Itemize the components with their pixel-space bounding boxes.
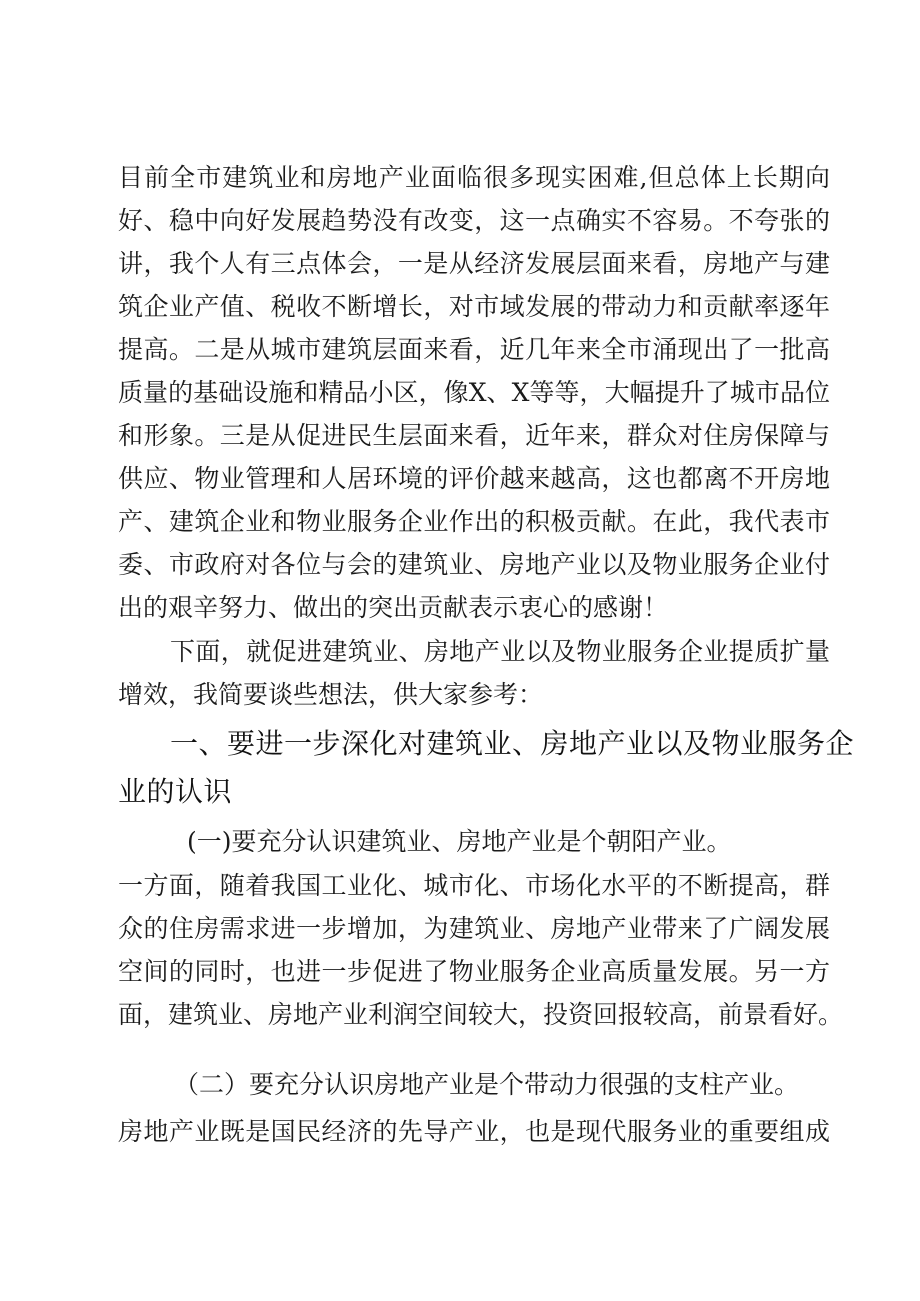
- paragraph-line: 产、建筑企业和物业服务企业作出的积极贡献。在此，我代表市: [118, 507, 830, 536]
- paragraph-line: 空间的同时，也进一步促进了物业服务企业高质量发展。另一方: [118, 957, 830, 986]
- paragraph-line: 增效，我简要谈些想法，供大家参考：: [118, 680, 544, 709]
- paragraph-line: 目前全市建筑业和房地产业面临很多现实困难,但总体上长期向: [118, 163, 830, 192]
- paragraph-line: 下面，就促进建筑业、房地产业以及物业服务企业提质扩量: [170, 637, 830, 666]
- paragraph-line: 提高。二是从城市建筑层面来看，近几年来全市涌现出了一批高: [118, 335, 830, 364]
- paragraph-line: 和形象。三是从促进民生层面来看，近年来，群众对住房保障与: [118, 421, 830, 450]
- section-heading: 一、要进一步深化对建筑业、房地产业以及物业服务企: [170, 727, 855, 760]
- paragraph-line: 房地产业既是国民经济的先导产业，也是现代服务业的重要组成: [118, 1117, 830, 1146]
- paragraph-line: 一方面，随着我国工业化、城市化、市场化水平的不断提高，群: [118, 871, 830, 900]
- paragraph-line: 面，建筑业、房地产业利润空间较大，投资回报较高，前景看好。: [118, 1000, 844, 1029]
- subsection-heading: （二）要充分认识房地产业是个带动力很强的支柱产业。: [174, 1070, 800, 1099]
- paragraph-line: 出的艰辛努力、做出的突出贡献表示衷心的感谢！: [118, 593, 669, 622]
- subsection-heading: (一)要充分认识建筑业、房地产业是个朝阳产业。: [187, 827, 732, 856]
- paragraph-line: 质量的基础设施和精品小区，像X、X等等，大幅提升了城市品位: [118, 378, 830, 407]
- paragraph-line: 好、稳中向好发展趋势没有改变，这一点确实不容易。不夸张的: [118, 206, 830, 235]
- paragraph-line: 筑企业产值、税收不断增长，对市域发展的带动力和贡献率逐年: [118, 292, 830, 321]
- paragraph-line: 众的住房需求进一步增加，为建筑业、房地产业带来了广阔发展: [118, 914, 830, 943]
- section-heading: 业的认识: [118, 775, 233, 808]
- paragraph-line: 委、市政府对各位与会的建筑业、房地产业以及物业服务企业付: [118, 550, 830, 579]
- paragraph-line: 讲，我个人有三点体会，一是从经济发展层面来看，房地产与建: [118, 249, 830, 278]
- paragraph-line: 供应、物业管理和人居环境的评价越来越高，这也都离不开房地: [118, 464, 830, 493]
